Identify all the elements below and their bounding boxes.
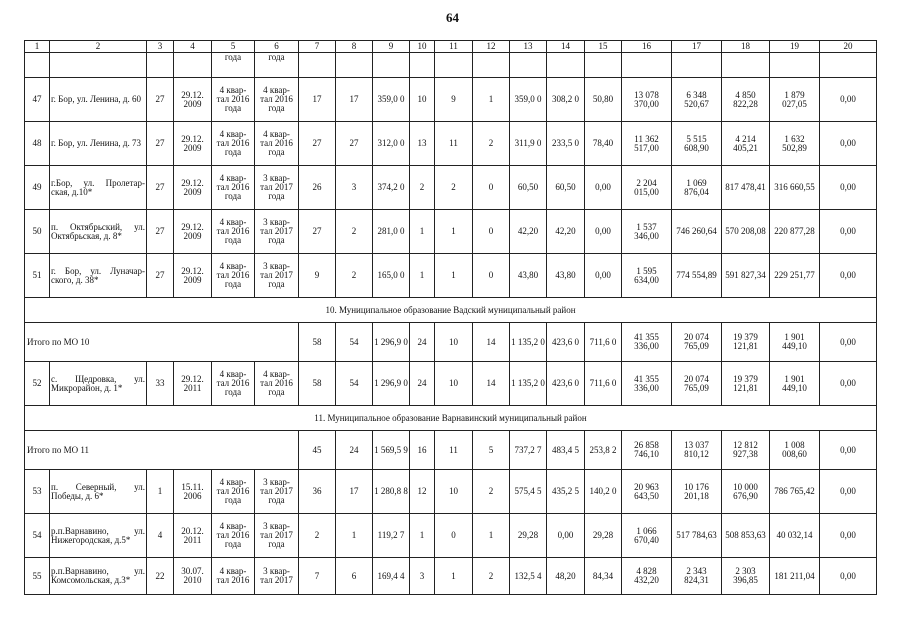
address-cell: г.Бор, ул. Пролетар- ская, д.10* [50,166,147,210]
table-cell [410,53,435,78]
table-cell: 1 296,9 0 [373,323,410,362]
table-cell: 42,20 [547,210,585,254]
table-cell: 1 595 634,00 [622,254,672,298]
section-row [25,406,877,431]
table-cell: 49 [25,166,50,210]
table-cell: 1 069 876,04 [672,166,722,210]
table-cell: 11 [435,431,473,470]
table-body [25,41,877,595]
table-cell: 16 [410,431,435,470]
table-cell: 165,0 0 [373,254,410,298]
table-cell: 1 901 449,10 [770,362,820,406]
table-cell: 12 [410,470,435,514]
table-row [25,362,877,406]
table-cell: 1 901 449,10 [770,323,820,362]
table-cell: 220 877,28 [770,210,820,254]
table-cell [585,53,622,78]
table-cell: 4 квар- тал 2016 года [212,470,255,514]
table-cell: 20.12. 2011 [174,514,212,558]
table-cell: 24 [410,323,435,362]
table-cell: 22 [147,558,174,595]
column-header: 8 [336,41,373,53]
table-cell: 1 135,2 0 [510,323,547,362]
table-cell [820,53,877,78]
table-row [25,122,877,166]
column-header: 7 [299,41,336,53]
table-cell: 33 [147,362,174,406]
table-cell: 2 343 824,31 [672,558,722,595]
table-cell: 570 208,08 [722,210,770,254]
table-cell: 4 квар- тал 2016 года [255,362,299,406]
table-cell: 0,00 [820,254,877,298]
table-cell: 3 квар- тал 2017 года [255,470,299,514]
section-title: 10. Муниципальное образование Вадский муниципальный район [25,298,877,323]
table-cell: 1 879 027,05 [770,78,820,122]
table-cell [770,53,820,78]
table-cell: 10 [410,78,435,122]
table-cell [50,53,147,78]
table-cell: 11 [435,122,473,166]
table-cell: 517 784,63 [672,514,722,558]
table-cell: 27 [147,166,174,210]
address-cell: р.п.Варнавино, ул. Комсомольская, д.3* [50,558,147,595]
table-cell: 786 765,42 [770,470,820,514]
table-cell: 43,80 [510,254,547,298]
table-cell: 1 [147,470,174,514]
column-header: 10 [410,41,435,53]
table-cell: 17 [336,78,373,122]
table-cell: 0,00 [547,514,585,558]
table-cell: 14 [473,323,510,362]
table-cell: 29.12. 2009 [174,210,212,254]
table-cell: года [212,53,255,78]
table-cell: 0,00 [820,166,877,210]
table-cell: 4 квар- тал 2016 года [212,166,255,210]
address-cell: с. Щедровка, ул. Микрорайон, д. 1* [50,362,147,406]
table-row [25,210,877,254]
table-cell: 1 008 008,60 [770,431,820,470]
column-header: 20 [820,41,877,53]
table-cell: 24 [410,362,435,406]
table-cell: 26 [299,166,336,210]
table-cell: 1 569,5 9 [373,431,410,470]
column-header: 5 [212,41,255,53]
table-cell: 711,6 0 [585,323,622,362]
table-cell: 1 296,9 0 [373,362,410,406]
table-cell: 0,00 [820,323,877,362]
table-cell: 5 [473,431,510,470]
table-cell: 4 квар- тал 2016 [212,558,255,595]
table-cell: 52 [25,362,50,406]
table-cell: 17 [336,470,373,514]
table-cell [336,53,373,78]
table-cell: 58 [299,323,336,362]
table-cell: 374,2 0 [373,166,410,210]
table-cell: 3 квар- тал 2017 [255,558,299,595]
table-cell: 4 квар- тал 2016 года [212,78,255,122]
table-cell: 41 355 336,00 [622,362,672,406]
table-cell: 0 [473,254,510,298]
table-cell: 1 [473,78,510,122]
table-cell: 1 [410,210,435,254]
table-cell: 54 [336,323,373,362]
table-cell: 47 [25,78,50,122]
table-row [25,558,877,595]
table-cell: 54 [336,362,373,406]
table-cell: 359,0 0 [373,78,410,122]
table-cell: 40 032,14 [770,514,820,558]
section-title: 11. Муниципальное образование Варнавинский муниципальный район [25,406,877,431]
column-header: 12 [473,41,510,53]
table-cell: 27 [147,210,174,254]
table-cell: 13 078 370,00 [622,78,672,122]
continuation-row [25,53,877,78]
column-header: 16 [622,41,672,53]
table-row [25,514,877,558]
table-cell: 1 [473,514,510,558]
register-table [24,40,877,595]
table-cell: 1 [410,254,435,298]
table-cell: 0,00 [820,514,877,558]
table-cell: 0 [473,166,510,210]
table-cell: 0,00 [820,558,877,595]
total-row [25,323,877,362]
table-cell: 27 [147,122,174,166]
column-header: 19 [770,41,820,53]
table-cell: 711,6 0 [585,362,622,406]
table-cell: 281,0 0 [373,210,410,254]
table-cell: 0,00 [820,78,877,122]
table-cell: 4 квар- тал 2016 года [255,122,299,166]
table-cell [147,53,174,78]
table-cell: 12 812 927,38 [722,431,770,470]
table-cell: 19 379 121,81 [722,362,770,406]
section-row [25,298,877,323]
table-cell: 132,5 4 [510,558,547,595]
column-header: 3 [147,41,174,53]
column-header: 17 [672,41,722,53]
page-number: 64 [446,10,459,25]
table-cell: 2 [473,558,510,595]
table-cell [672,53,722,78]
table-cell: 737,2 7 [510,431,547,470]
table-cell: 4 850 822,28 [722,78,770,122]
table-cell: 359,0 0 [510,78,547,122]
table-cell: 10 [435,323,473,362]
table-cell: 312,0 0 [373,122,410,166]
table-cell: 119,2 7 [373,514,410,558]
table-cell: 4 квар- тал 2016 года [212,210,255,254]
table-cell: 29.12. 2011 [174,362,212,406]
table-cell: 2 [336,254,373,298]
table-cell [722,53,770,78]
table-cell: 4 квар- тал 2016 года [212,254,255,298]
table-cell: 140,2 0 [585,470,622,514]
table-cell: 0 [473,210,510,254]
table-cell [435,53,473,78]
table-cell: 2 [473,122,510,166]
table-cell: 29.12. 2009 [174,78,212,122]
table-cell: 0,00 [820,210,877,254]
table-cell: 774 554,89 [672,254,722,298]
table-cell: 29.12. 2009 [174,166,212,210]
table-cell: 0,00 [820,362,877,406]
address-cell: г. Бор, ул. Ленина, д. 73 [50,122,147,166]
table-cell: 233,5 0 [547,122,585,166]
table-cell: 3 квар- тал 2017 года [255,210,299,254]
column-header: 14 [547,41,585,53]
column-header: 18 [722,41,770,53]
table-cell: 27 [147,78,174,122]
column-header: 6 [255,41,299,53]
table-row [25,254,877,298]
table-cell [510,53,547,78]
table-cell: 20 963 643,50 [622,470,672,514]
table-cell: 3 [336,166,373,210]
table-cell: 575,4 5 [510,470,547,514]
table-cell: 9 [299,254,336,298]
table-cell: 746 260,64 [672,210,722,254]
table-cell: 817 478,41 [722,166,770,210]
column-header: 4 [174,41,212,53]
table-cell: 19 379 121,81 [722,323,770,362]
address-cell: г. Бор, ул. Ленина, д. 60 [50,78,147,122]
table-cell: 4 квар- тал 2016 года [212,362,255,406]
table-cell: 229 251,77 [770,254,820,298]
table-cell: 508 853,63 [722,514,770,558]
table-cell: 3 квар- тал 2017 года [255,514,299,558]
table-cell: года [255,53,299,78]
table-cell: 3 [410,558,435,595]
table-cell: 308,2 0 [547,78,585,122]
table-cell: 20 074 765,09 [672,323,722,362]
table-cell: 20 074 765,09 [672,362,722,406]
table-cell: 27 [147,254,174,298]
table-cell: 0,00 [585,210,622,254]
table-cell [174,53,212,78]
table-cell: 10 [435,362,473,406]
column-header: 13 [510,41,547,53]
table-cell: 169,4 4 [373,558,410,595]
table-cell: 4 [147,514,174,558]
table-cell: 29.12. 2009 [174,122,212,166]
table-cell [373,53,410,78]
table-cell: 29,28 [510,514,547,558]
table-cell: 10 000 676,90 [722,470,770,514]
table-cell: 0,00 [820,431,877,470]
table-cell: 24 [336,431,373,470]
table-row [25,166,877,210]
table-cell: 483,4 5 [547,431,585,470]
table-cell: 1 [410,514,435,558]
table-cell: 4 квар- тал 2016 года [212,514,255,558]
table-cell: 2 [435,166,473,210]
table-cell: 2 [410,166,435,210]
total-label: Итого по МО 10 [25,323,299,362]
total-label: Итого по МО 11 [25,431,299,470]
table-cell: 2 303 396,85 [722,558,770,595]
table-cell: 1 066 670,40 [622,514,672,558]
table-cell: 11 362 517,00 [622,122,672,166]
table-cell: 10 [435,470,473,514]
table-cell: 10 176 201,18 [672,470,722,514]
table-cell: 6 [336,558,373,595]
table-cell: 181 211,04 [770,558,820,595]
table-cell: 53 [25,470,50,514]
table-cell: 41 355 336,00 [622,323,672,362]
address-cell: г. Бор, ул. Луначар- ского, д. 38* [50,254,147,298]
table-row [25,78,877,122]
table-cell: 7 [299,558,336,595]
table-cell: 0,00 [820,122,877,166]
total-row [25,431,877,470]
table-cell: 60,50 [547,166,585,210]
table-cell: 2 204 015,00 [622,166,672,210]
table-cell: 2 [473,470,510,514]
table-cell: 3 квар- тал 2017 года [255,166,299,210]
table-cell [622,53,672,78]
column-header: 9 [373,41,410,53]
address-cell: п. Северный, ул. Победы, д. 6* [50,470,147,514]
table-cell: 13 [410,122,435,166]
table-cell: 50 [25,210,50,254]
table-cell: 48,20 [547,558,585,595]
column-header: 15 [585,41,622,53]
table-cell: 78,40 [585,122,622,166]
table-cell: 1 537 346,00 [622,210,672,254]
table-cell: 0,00 [820,470,877,514]
table-cell: 54 [25,514,50,558]
table-cell: 27 [299,122,336,166]
table-cell: 58 [299,362,336,406]
table-cell: 591 827,34 [722,254,770,298]
table-cell [547,53,585,78]
table-cell: 1 632 502,89 [770,122,820,166]
table-cell: 316 660,55 [770,166,820,210]
table-cell: 5 515 608,90 [672,122,722,166]
table-row [25,470,877,514]
address-cell: п. Октябрьский, ул. Октябрьская, д. 8* [50,210,147,254]
table-cell: 27 [299,210,336,254]
table-cell: 3 квар- тал 2017 года [255,254,299,298]
table-cell: 17 [299,78,336,122]
table-cell: 26 858 746,10 [622,431,672,470]
table-cell: 9 [435,78,473,122]
table-cell: 60,50 [510,166,547,210]
table-cell: 48 [25,122,50,166]
table-cell: 311,9 0 [510,122,547,166]
table-cell: 27 [336,122,373,166]
column-header: 11 [435,41,473,53]
table-cell: 0,00 [585,254,622,298]
table-cell: 253,8 2 [585,431,622,470]
table-cell: 4 квар- тал 2016 года [255,78,299,122]
table-cell: 29.12. 2009 [174,254,212,298]
table-cell: 29,28 [585,514,622,558]
table-cell [25,53,50,78]
table-cell: 0,00 [585,166,622,210]
header-row [25,41,877,53]
table-cell: 1 [435,210,473,254]
table-cell: 0 [435,514,473,558]
table-cell: 30.07. 2010 [174,558,212,595]
table-cell: 6 348 520,67 [672,78,722,122]
address-cell: р.п.Варнавино, ул. Нижегородская, д.5* [50,514,147,558]
column-header: 1 [25,41,50,53]
table-cell: 1 [336,514,373,558]
column-header: 2 [50,41,147,53]
table-cell: 36 [299,470,336,514]
table-cell: 1 280,8 8 [373,470,410,514]
table-cell: 4 квар- тал 2016 года [212,122,255,166]
table-cell: 42,20 [510,210,547,254]
table-cell: 43,80 [547,254,585,298]
table-cell [473,53,510,78]
table-cell: 84,34 [585,558,622,595]
table-cell: 1 [435,254,473,298]
table-cell: 13 037 810,12 [672,431,722,470]
table-cell: 2 [336,210,373,254]
table-cell: 423,6 0 [547,323,585,362]
table-cell: 1 [435,558,473,595]
table-cell: 50,80 [585,78,622,122]
table-cell: 4 214 405,21 [722,122,770,166]
table-cell: 45 [299,431,336,470]
table-cell [299,53,336,78]
table-cell: 435,2 5 [547,470,585,514]
table-cell: 14 [473,362,510,406]
table-cell: 15.11. 2006 [174,470,212,514]
table-cell: 4 828 432,20 [622,558,672,595]
table-cell: 1 135,2 0 [510,362,547,406]
table-cell: 2 [299,514,336,558]
table-cell: 51 [25,254,50,298]
table-cell: 423,6 0 [547,362,585,406]
table-cell: 55 [25,558,50,595]
